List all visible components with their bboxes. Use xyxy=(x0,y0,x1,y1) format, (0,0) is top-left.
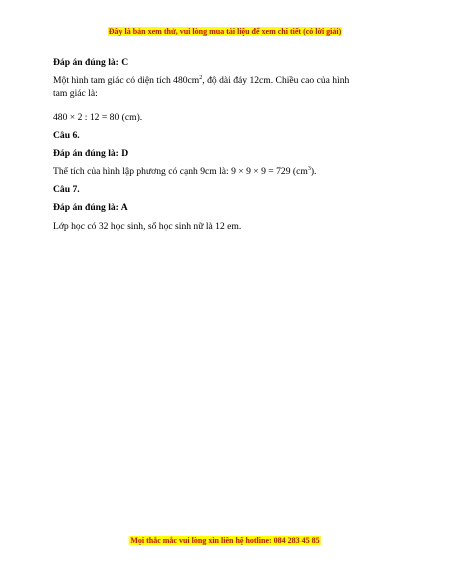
question-7-heading: Câu 7. xyxy=(53,184,80,195)
explanation-1-text-b: , độ dài đáy 12cm. Chiều cao của hình tam giác là: xyxy=(53,75,350,99)
explanation-paragraph-1 xyxy=(53,74,353,100)
explanation-paragraph-3: Lớp học có 32 học sinh, số học sinh nữ là 12 em. xyxy=(53,221,242,232)
explanation-1-text-a: Một hình tam giác có diện tích 480cm xyxy=(53,75,200,86)
preview-notice-banner xyxy=(0,26,450,37)
answer-7: Đáp án đúng là: A xyxy=(53,202,128,213)
hotline-text: Mọi thắc mắc vui lòng xin liên hệ hotline: 084 283 45 85 xyxy=(130,536,320,545)
answer-6: Đáp án đúng là: D xyxy=(53,148,129,159)
calculation-1: 480 × 2 : 12 = 80 (cm). xyxy=(53,112,143,123)
explanation-2-text-b: ). xyxy=(310,166,317,177)
hotline-banner xyxy=(0,535,450,546)
explanation-paragraph-2 xyxy=(53,165,316,178)
explanation-2-text-a: Thể tích của hình lập phương có cạnh 9cm là: 9 × 9 × 9 = 729 (cm xyxy=(53,166,308,177)
question-6-heading: Câu 6. xyxy=(53,130,80,141)
explanation-1-superscript: 2 xyxy=(199,75,203,81)
explanation-2-superscript: 3 xyxy=(307,166,311,172)
answer-5: Đáp án đúng là: C xyxy=(53,57,129,68)
preview-notice-text: Đây là bản xem thử, vui lòng mua tài liệu để xem chi tiết (có lời giải) xyxy=(108,27,342,36)
